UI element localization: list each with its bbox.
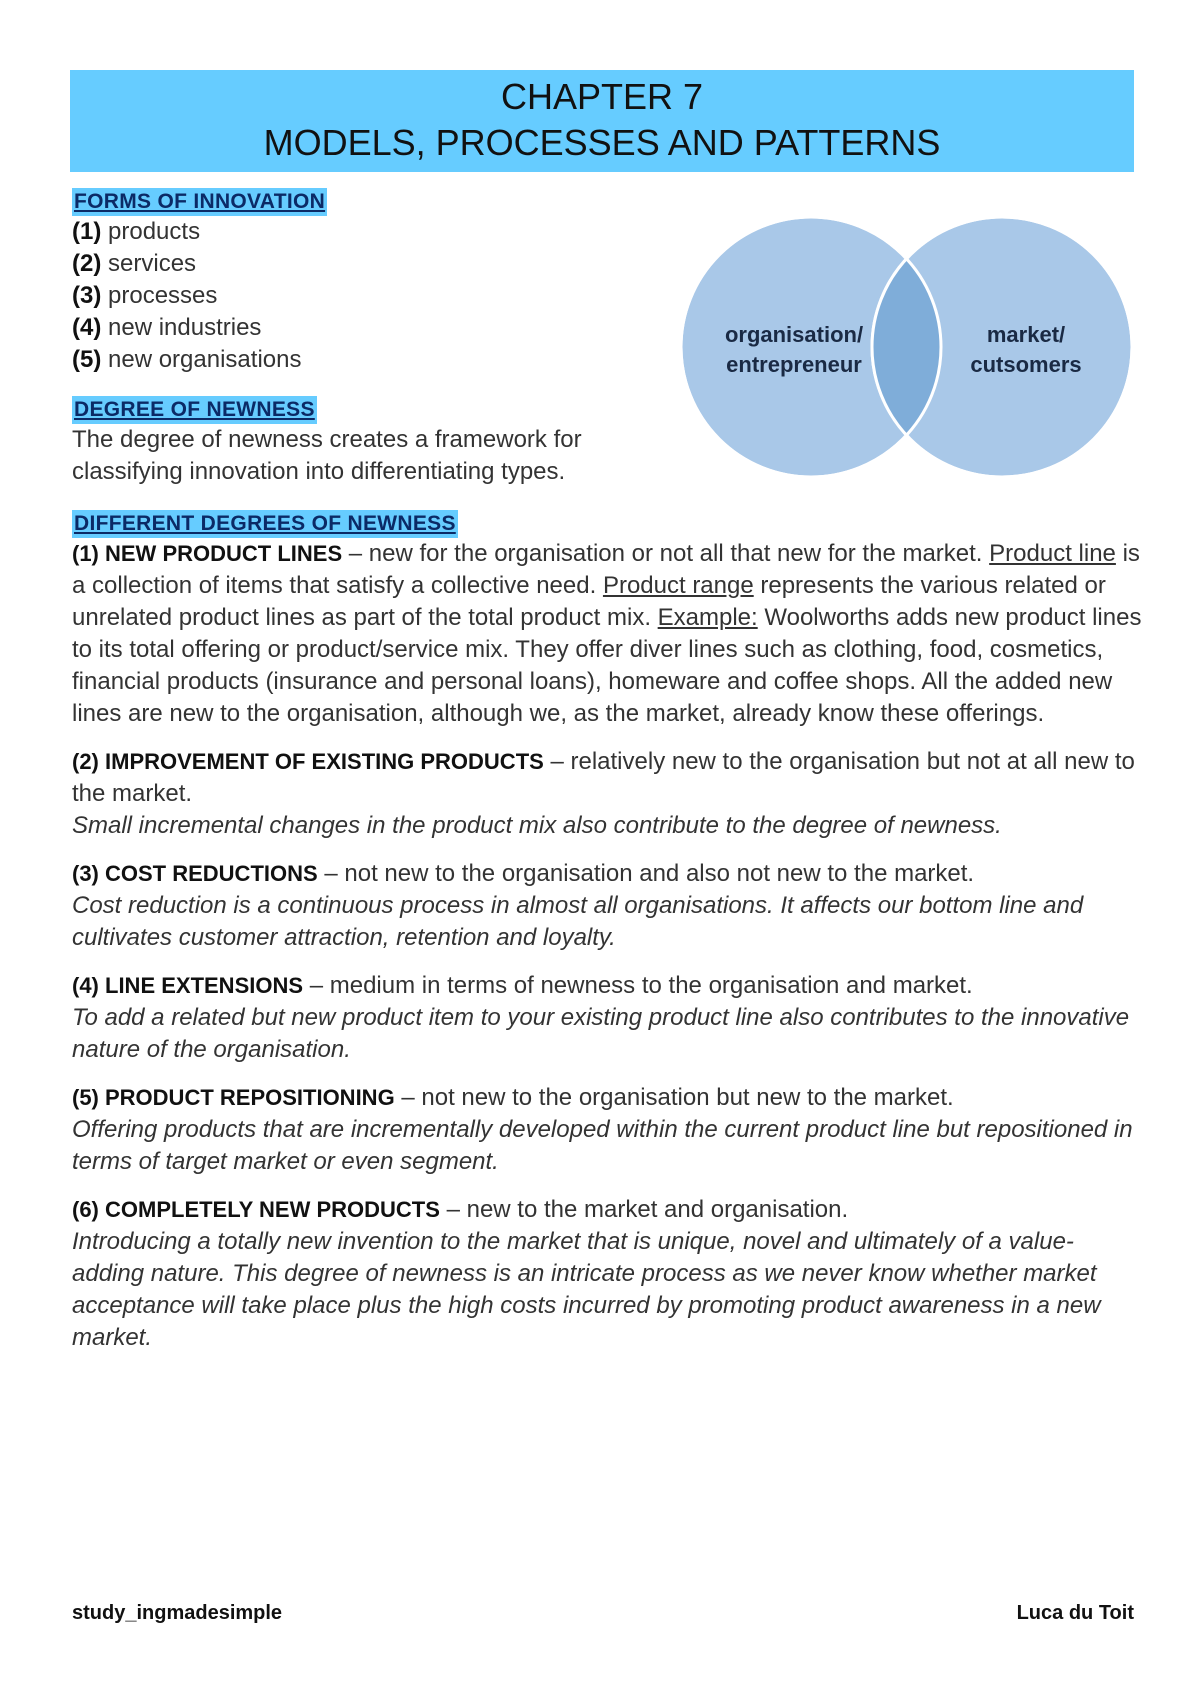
venn-right-label-line2: cutsomers: [970, 352, 1082, 377]
degree-text-line1: The degree of newness creates a framework for: [72, 426, 582, 453]
list-item: (2) services: [72, 250, 197, 277]
forms-of-innovation-section: [72, 188, 632, 376]
degree-heading: DEGREE OF NEWNESS: [72, 396, 317, 424]
venn-left-label-line2: entrepreneur: [726, 352, 862, 377]
different-degrees-heading: DIFFERENT DEGREES OF NEWNESS: [72, 510, 458, 538]
venn-left-label-line1: organisation/: [724, 322, 864, 347]
chapter-title-banner: [70, 70, 1134, 172]
list-item: (4) new industries: [72, 314, 262, 341]
list-item: (1) products: [72, 218, 201, 245]
degree-of-newness-section: [72, 396, 672, 488]
venn-diagram: [676, 212, 1138, 482]
degree-item-3: (3) COST REDUCTIONS – not new to the organisation and also not new to the market. Cost reduction is a continuous process in almost all organisations. It affects our bottom line and cultivates customer attraction, retention and loyalty.: [72, 860, 1084, 951]
degree-item-2: (2) IMPROVEMENT OF EXISTING PRODUCTS – relatively new to the organisation but not at all new to the market. Small incremental changes in the product mix also contribute to the degree of newness.: [72, 748, 1135, 839]
chapter-number: CHAPTER 7: [500, 76, 704, 117]
chapter-title: MODELS, PROCESSES AND PATTERNS: [263, 122, 941, 163]
forms-heading: FORMS OF INNOVATION: [72, 188, 327, 216]
degree-item-1: (1) NEW PRODUCT LINES – new for the organisation or not all that new for the market. Product line is a collection of items that satisfy a collective need. Product range represents the various related or unrelated product lines as part of the total product mix. Example: Woolworths adds new product lines to its total offering or product/service mix. They offer diver lines such as clothing, food, cosmetics, financial products (insurance and personal loans), homeware and coffee shops. All the added new lines are new to the organisation, although we, as the market, already know these offerings.: [72, 540, 1142, 727]
list-item: (3) processes: [72, 282, 218, 309]
venn-right-label-line1: market/: [986, 322, 1066, 347]
degree-item-5: (5) PRODUCT REPOSITIONING – not new to the organisation but new to the market. Offering products that are incrementally developed within the current product line but repositioned in terms of target market or even segment.: [72, 1084, 1133, 1175]
degree-item-4: (4) LINE EXTENSIONS – medium in terms of newness to the organisation and market. To add a related but new product item to your existing product line also contributes to the innovative nature of the organisation.: [72, 972, 1130, 1063]
footer-author-name: Luca du Toit: [1016, 1602, 1134, 1624]
list-item: (5) new organisations: [72, 346, 302, 373]
footer-author-handle: study_ingmadesimple: [72, 1602, 283, 1624]
degree-item-6: (6) COMPLETELY NEW PRODUCTS – new to the market and organisation. Introducing a totally new invention to the market that is unique, novel and ultimately of a value-adding nature. This degree of newness is an intricate process as we never know whether market acceptance will take place plus the high costs incurred by promoting product awareness in a new market.: [72, 1196, 1101, 1351]
different-degrees-section: [72, 510, 1142, 1370]
forms-list: [72, 216, 632, 376]
degree-text-line2: classifying innovation into differentiating types.: [72, 458, 566, 485]
